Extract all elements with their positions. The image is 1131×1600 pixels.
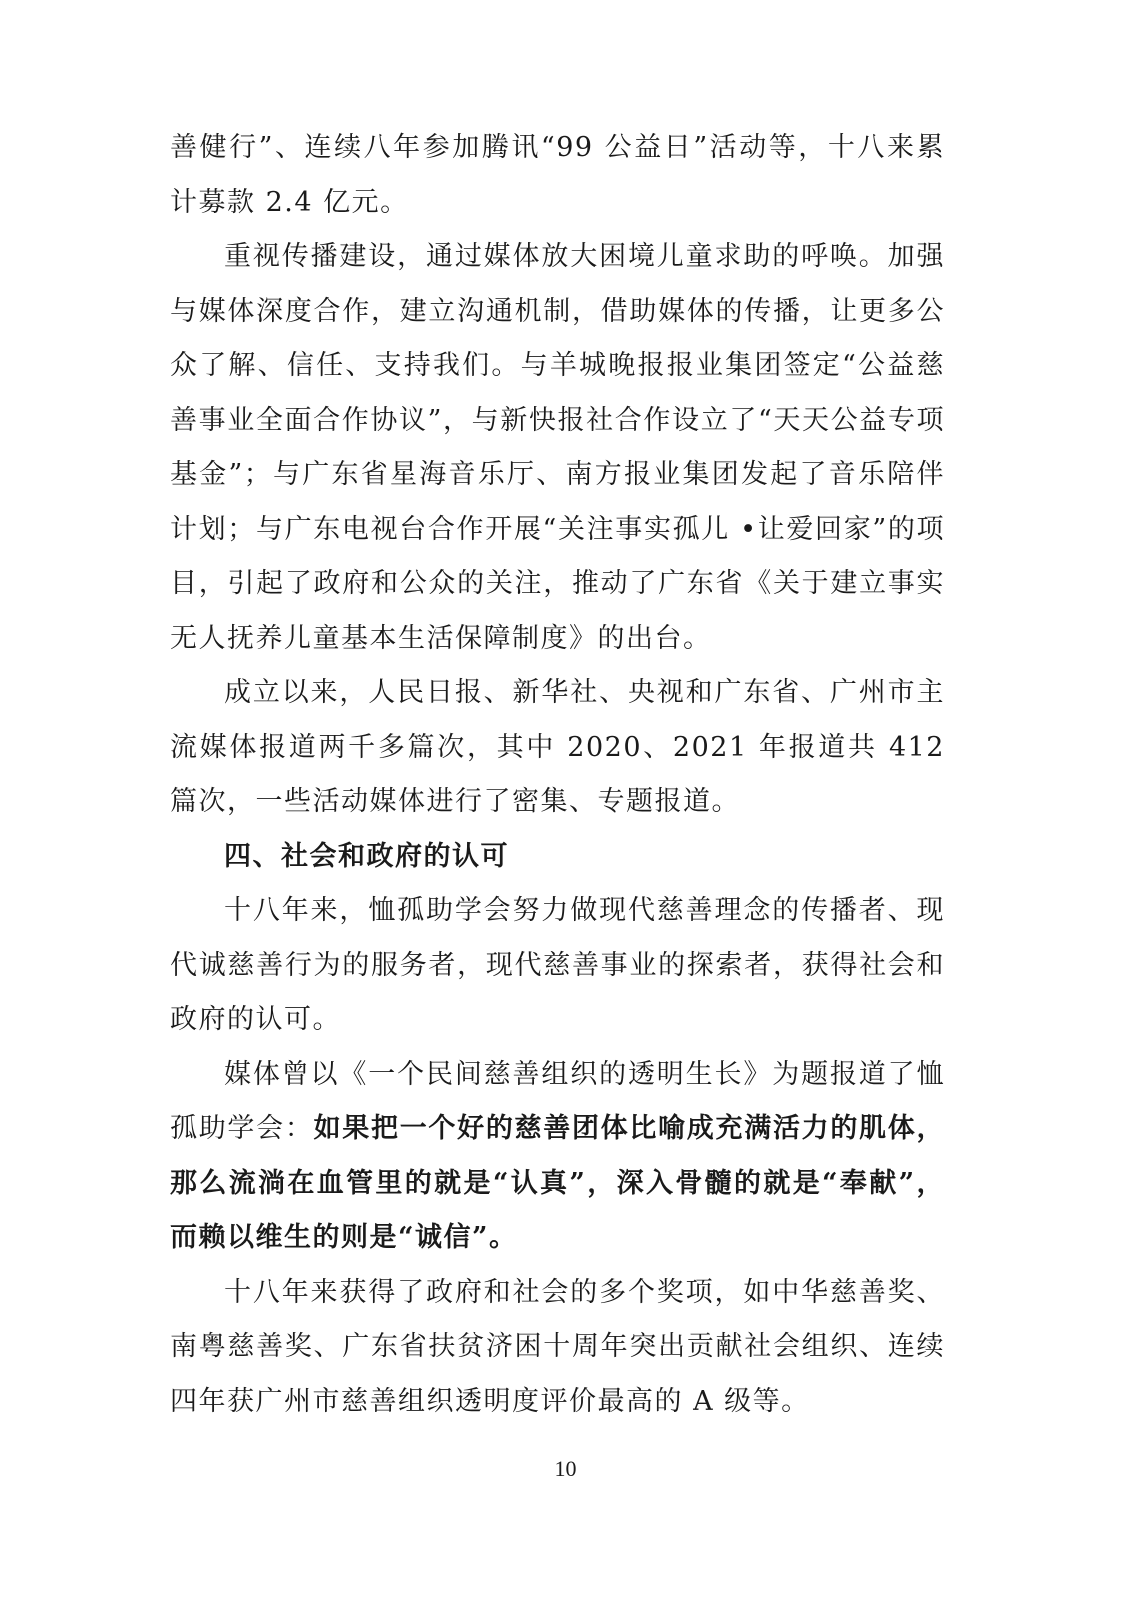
paragraph-fundraising-continued: 善健行”、连续八年参加腾讯“99 公益日”活动等，十八来累计募款 2.4 亿元。 [170,132,945,218]
paragraph-media-reports: 成立以来，人民日报、新华社、央视和广东省、广州市主流媒体报道两千多篇次，其中 2020、2021 年报道共 412 篇次，一些活动媒体进行了密集、专题报道。 [170,677,945,817]
quote-bold: 如果把一个好的慈善团体比喻成充满活力的肌体，那么流淌在血管里的就是“认真”，深入骨髓的就是“奉献”，而赖以维生的则是“诚信”。 [170,1113,946,1253]
paragraph-media-cooperation: 重视传播建设，通过媒体放大困境儿童求助的呼唤。加强与媒体深度合作，建立沟通机制，借助媒体的传播，让更多公众了解、信任、支持我们。与羊城晚报报业集团签定“公益慈善事业全面合作协议”，与新快报社合作设立了“天天公益专项基金”；与广东省星海音乐厅、南方报业集团发起了音乐陪伴计划；与广东电视台合作开展“关注事实孤儿 •让爱回家”的项目，引起了政府和公众的关注，推动了广东省《关于建立事实无人抚养儿童基本生活保障制度》的出台。 [170,241,945,654]
body-text [170,121,945,1429]
page-number: 10 [554,1456,577,1481]
quote-intro: 媒体曾以《一个民间慈善组织的透明生长》为题报道了恤孤助学会： [170,1058,945,1144]
paragraph-awards: 十八年来获得了政府和社会的多个奖项，如中华慈善奖、南粤慈善奖、广东省扶贫济困十周年突出贡献社会组织、连续四年获广州市慈善组织透明度评价最高的 A 级等。 [170,1276,945,1417]
paragraph-media-quote [170,1048,945,1266]
paragraph-recognition-intro: 十八年来，恤孤助学会努力做现代慈善理念的传播者、现代诚慈善行为的服务者，现代慈善事业的探索者，获得社会和政府的认可。 [170,895,945,1035]
section-heading-recognition: 四、社会和政府的认可 [224,840,509,872]
